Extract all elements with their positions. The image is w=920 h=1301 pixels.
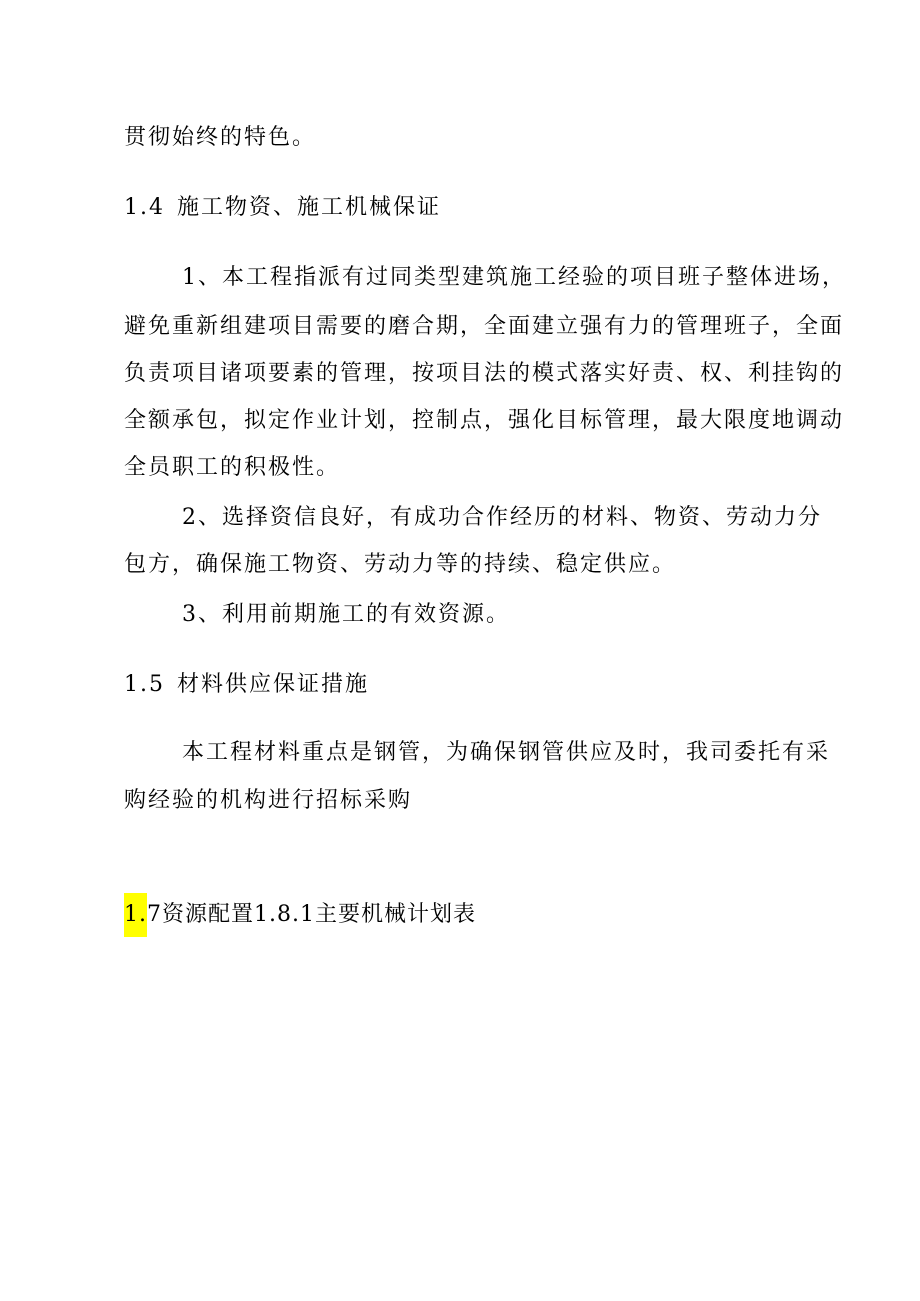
paragraph-line: 全额承包，拟定作业计划，控制点，强化目标管理，最大限度地调动 [124, 408, 845, 433]
section-heading-1-5 [124, 670, 369, 700]
paragraph-line: 全员职工的积极性。 [124, 455, 341, 480]
section-heading-1-4 [124, 193, 441, 223]
paragraph-intro-tail: 贯彻始终的特色。 [124, 125, 317, 150]
paragraph-line: 3、利用前期施工的有效资源。 [182, 602, 510, 627]
paragraph-line: 避免重新组建项目需要的磨合期，全面建立强有力的管理班子，全面 [124, 314, 845, 339]
section-number: 1.4 [124, 195, 165, 220]
paragraph-line: 1、本工程指派有过同类型建筑施工经验的项目班子整体进场， [182, 265, 846, 290]
section-title: 材料供应保证措施 [177, 672, 370, 697]
section-title: 施工物资、施工机械保证 [177, 195, 442, 220]
paragraph-line: 2、选择资信良好，有成功合作经历的材料、物资、劳动力分 [182, 505, 822, 530]
paragraph-line: 包方，确保施工物资、劳动力等的持续、稳定供应。 [124, 552, 677, 577]
highlighted-text: 1. [124, 893, 147, 937]
section-heading-1-7 [124, 893, 476, 937]
section-heading-text: 7资源配置1.8.1主要机械计划表 [147, 902, 476, 927]
paragraph-line: 购经验的机构进行招标采购 [124, 788, 413, 813]
paragraph-line: 本工程材料重点是钢管，为确保钢管供应及时，我司委托有采 [182, 740, 831, 765]
section-number: 1.5 [124, 672, 165, 697]
paragraph-line: 负责项目诸项要素的管理，按项目法的模式落实好责、权、利挂钩的 [124, 361, 845, 386]
